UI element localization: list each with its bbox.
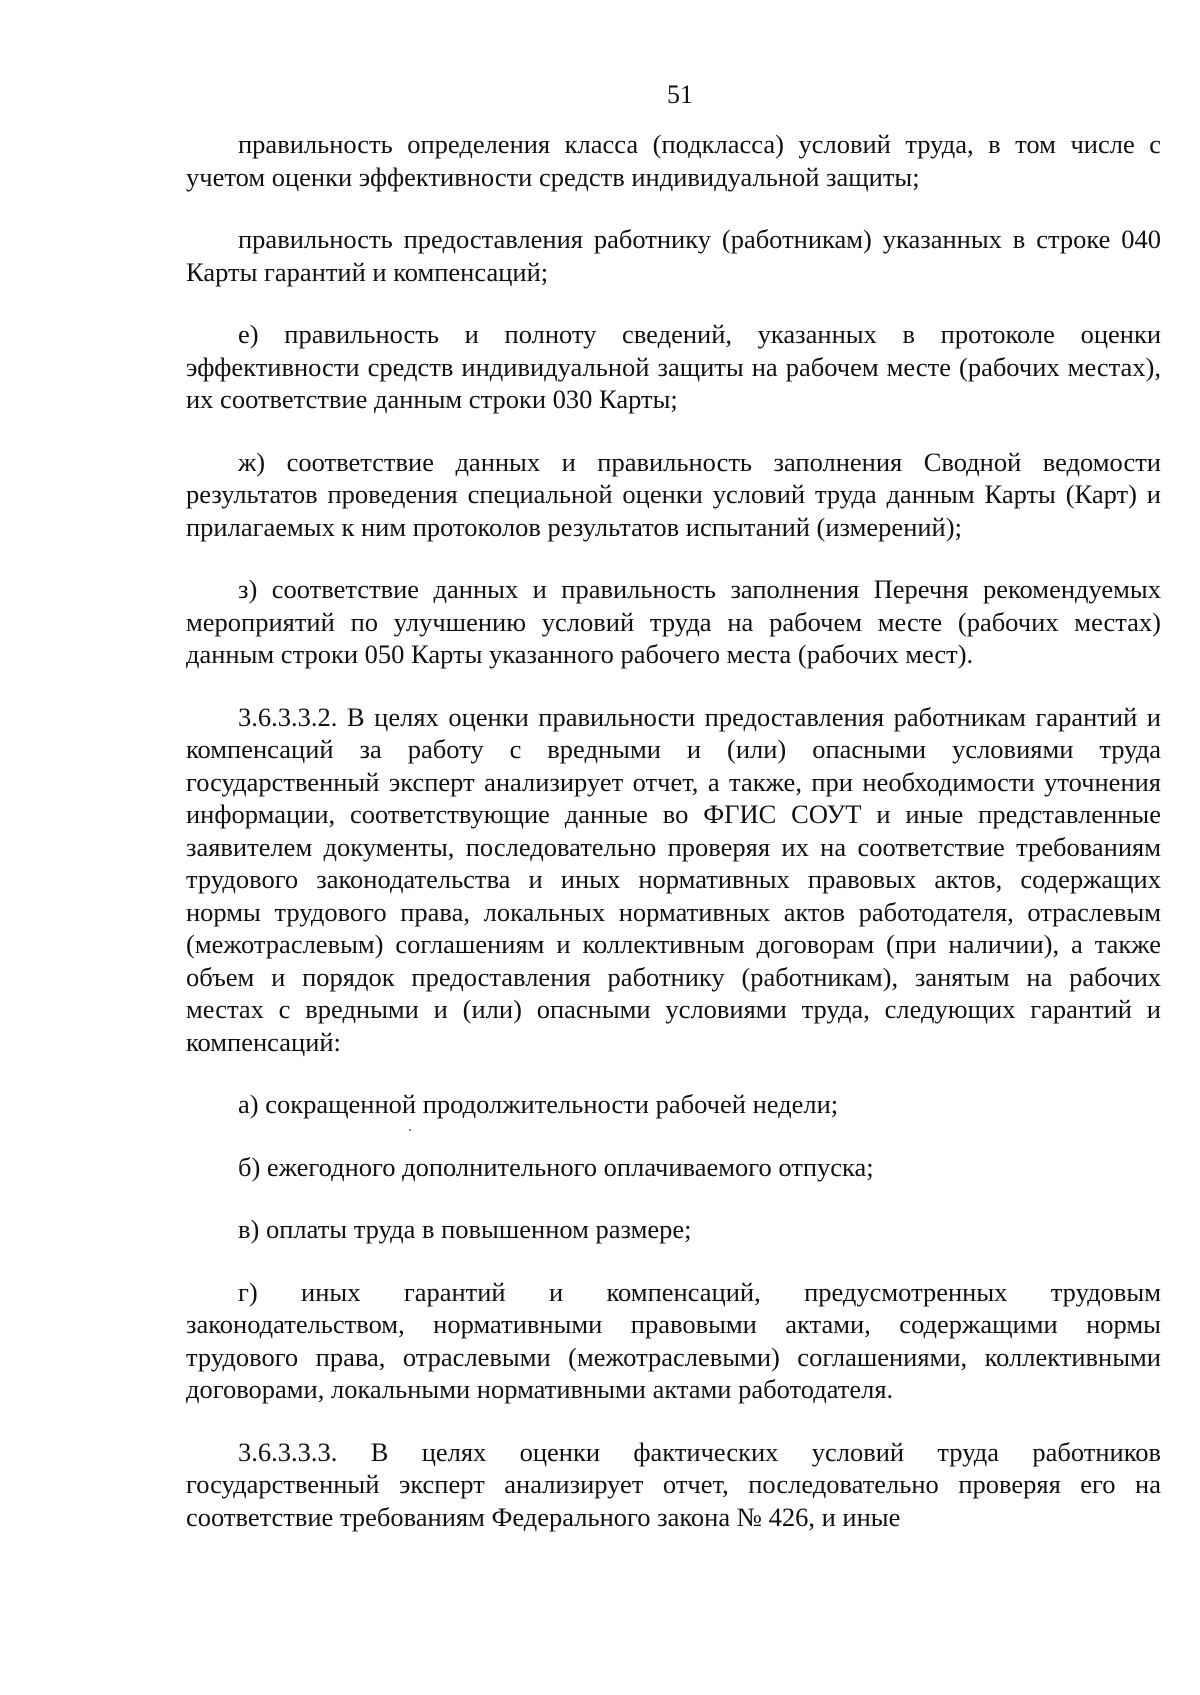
paragraph-item-g: г) иных гарантий и компенсаций, предусмотренных трудовым законодательством, нормативными правовыми актами, содержащими нормы трудового права, отраслевыми (межотраслевыми) соглашениями, коллективными договорами, локальными нормативными актами работодателя. (186, 1276, 1161, 1404)
paragraph-item-a: а) сокращенной продолжительности рабочей недели; (238, 1089, 839, 1119)
paragraph-ppe-class: правильность определения класса (подкласса) условий труда, в том числе с учетом оценки эффективности средств индивидуальной защиты; (186, 129, 1161, 192)
paragraph-item-z: з) соответствие данных и правильность заполнения Перечня рекомендуемых мероприятий по улучшению условий труда на рабочем месте (рабочих местах) данным строки 050 Карты указанного рабочего места (рабочих мест). (186, 574, 1161, 669)
paragraph-item-zh: ж) соответствие данных и правильность заполнения Сводной ведомости результатов проведения специальной оценки условий труда данным Карты (Карт) и прилагаемых к ним протоколов результатов испытаний (измерений); (186, 446, 1161, 542)
paragraph-guarantees-line-040: правильность предоставления работнику (работникам) указанных в строке 040 Карты гарантий и компенсаций; (186, 224, 1161, 287)
page-number: 51 (667, 80, 693, 109)
scan-speck (409, 1129, 411, 1131)
paragraph-item-b: б) ежегодного дополнительного оплачиваемого отпуска; (238, 1151, 874, 1182)
document-body (186, 128, 1161, 1533)
paragraph-3-6-3-3-2: 3.6.3.3.2. В целях оценки правильности предоставления работникам гарантий и компенсаций за работу с вредными и (или) опасными условиями труда государственный эксперт анализирует отчет, а также, при необходимости уточнения информации, соответствующие данные во ФГИС СОУТ и иные представленные заявителем документы, последовательно проверяя их на соответствие требованиям трудового законодательства и иных нормативных правовых актов, содержащих нормы трудового права, локальных нормативных актов работодателя, отраслевым (межотраслевым) соглашениям и коллективным договорам (при наличии), а также объем и порядок предоставления работнику (работникам), занятым на рабочих местах с вредными и (или) опасными условиями труда, следующих гарантий и компенсаций: (186, 701, 1161, 1057)
paragraph-item-e: е) правильность и полноту сведений, указанных в протоколе оценки эффективности средств индивидуальной защиты на рабочем месте (рабочих местах), их соответствие данным строки 030 Карты; (186, 319, 1161, 414)
paragraph-item-v: в) оплаты труда в повышенном размере; (238, 1214, 692, 1244)
paragraph-3-6-3-3-3: 3.6.3.3.3. В целях оценки фактических условий труда работников государственный эксперт анализирует отчет, последовательно проверяя его на соответствие требованиям Федерального закона № 426, и иные (186, 1436, 1161, 1532)
